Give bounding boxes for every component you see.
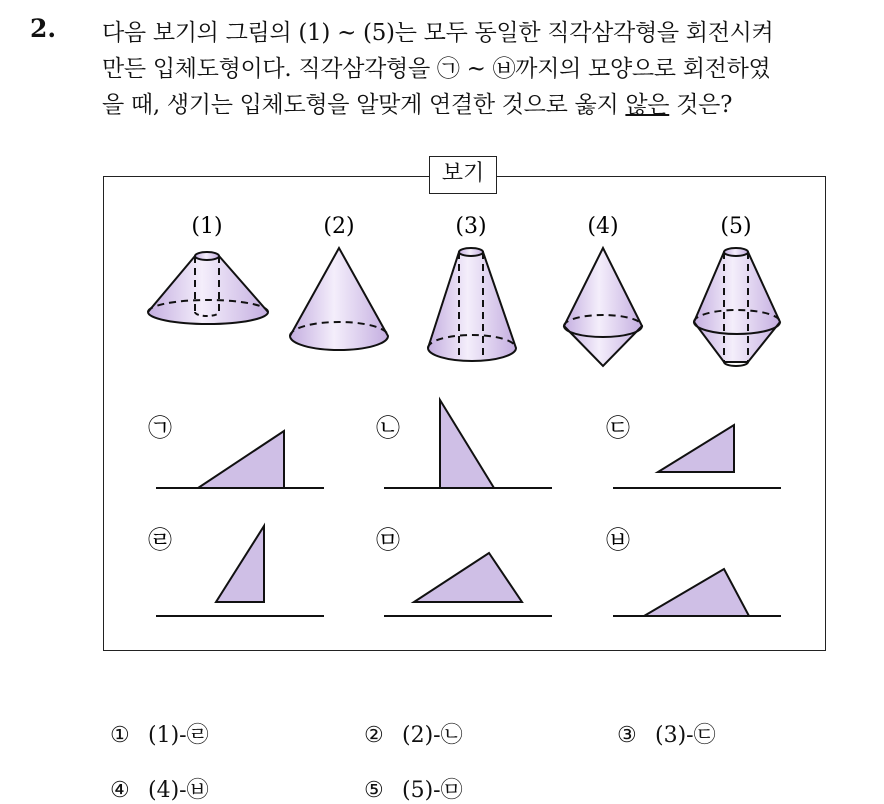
choice-3[interactable]	[617, 718, 716, 749]
choice-4-text: (4)-㉥	[148, 778, 209, 803]
triangle-label-2: ㉡	[376, 414, 400, 442]
question-number: 2.	[30, 14, 57, 43]
triangle-label-6: ㉥	[606, 526, 630, 554]
choice-5-text: (5)-㉤	[402, 778, 463, 803]
choice-5-number: ⑤	[364, 778, 384, 803]
solid-label-3: (3)	[455, 214, 487, 239]
choice-3-number: ③	[617, 723, 637, 748]
triangle-4	[216, 526, 264, 602]
choice-1[interactable]	[110, 718, 209, 749]
solid-label-2: (2)	[323, 214, 355, 239]
question-line-3	[102, 86, 732, 119]
choice-3-text: (3)-㉢	[655, 723, 716, 748]
question-line-3-b: 것은?	[669, 92, 733, 118]
solid-1	[148, 252, 268, 324]
choice-5[interactable]	[364, 773, 463, 804]
example-figure	[103, 176, 826, 651]
triangle-label-4: ㉣	[148, 526, 172, 554]
question-line-1: 다음 보기의 그림의 (1) ~ (5)는 모두 동일한 직각삼각형을 회전시켜	[102, 20, 774, 46]
choice-2-text: (2)-㉡	[402, 723, 463, 748]
solid-label-5: (5)	[720, 214, 752, 239]
solid-3	[428, 248, 516, 361]
choice-4-number: ④	[110, 778, 130, 803]
choice-2[interactable]	[364, 718, 463, 749]
solid-label-4: (4)	[587, 214, 619, 239]
choice-1-number: ①	[110, 723, 130, 748]
choice-1-text: (1)-㉣	[148, 723, 209, 748]
triangle-1	[198, 431, 284, 488]
solid-label-1: (1)	[191, 214, 223, 239]
choice-4[interactable]	[110, 773, 209, 804]
triangle-5	[414, 553, 522, 602]
solid-2	[290, 248, 388, 350]
triangle-label-1: ㉠	[148, 414, 172, 442]
triangle-label-3: ㉢	[606, 414, 630, 442]
triangle-3	[658, 425, 734, 472]
triangle-6	[644, 569, 749, 616]
triangle-2	[440, 400, 494, 488]
solid-4	[564, 248, 642, 366]
solid-5	[694, 248, 780, 366]
triangle-label-5: ㉤	[376, 526, 400, 554]
question-underlined-word: 않은	[625, 92, 670, 118]
box-title: 보기	[429, 156, 497, 194]
choice-2-number: ②	[364, 723, 384, 748]
question-line-3-a: 을 때, 생기는 입체도형을 알맞게 연결한 것으로 옳지	[102, 92, 626, 118]
question-line-2: 만든 입체도형이다. 직각삼각형을 ㉠ ~ ㉥까지의 모양으로 회전하였	[102, 56, 771, 82]
